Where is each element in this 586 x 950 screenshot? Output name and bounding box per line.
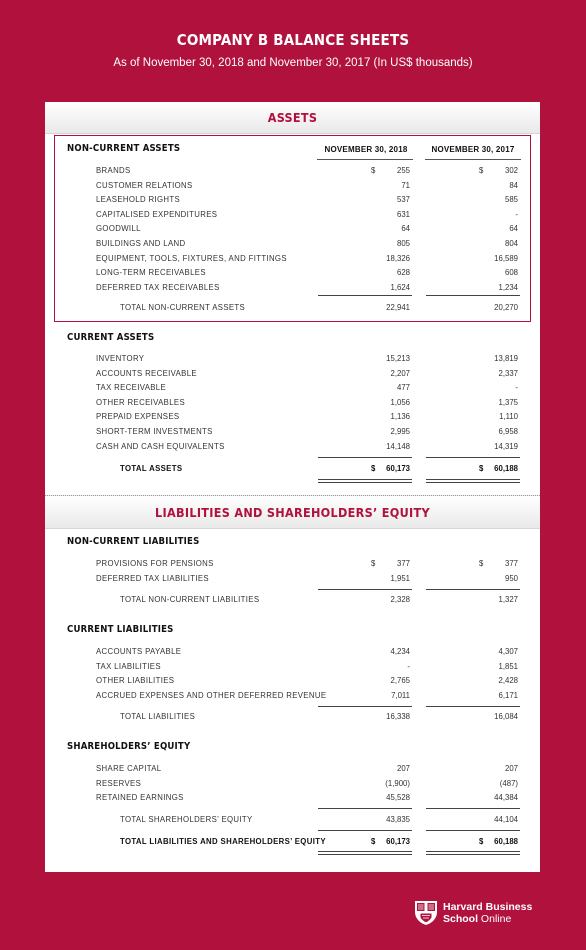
currency-symbol-2018: $ bbox=[371, 837, 376, 846]
row-label: PREPAID EXPENSES bbox=[96, 412, 180, 422]
row-label: TOTAL ASSETS bbox=[120, 464, 183, 473]
value-2017: 84 bbox=[509, 180, 518, 190]
row-label: RETAINED EARNINGS bbox=[96, 793, 184, 803]
liabilities-heading: LIABILITIES AND SHAREHOLDERS’ EQUITY bbox=[45, 495, 540, 529]
column-rule-2018 bbox=[317, 159, 413, 160]
value-2017: 2,428 bbox=[498, 676, 518, 686]
value-2017: 44,384 bbox=[494, 793, 518, 803]
value-2018: 628 bbox=[396, 268, 410, 278]
row-label: TAX RECEIVABLE bbox=[96, 383, 167, 393]
shareholders-equity-title: SHAREHOLDERS’ EQUITY bbox=[67, 741, 191, 752]
page-subtitle: As of November 30, 2018 and November 30, 2017 (In US$ thousands) bbox=[113, 57, 473, 69]
single-rule bbox=[318, 706, 412, 707]
value-2017: 1,110 bbox=[499, 412, 518, 422]
table-row bbox=[45, 793, 540, 806]
value-2018: 1,136 bbox=[390, 412, 410, 422]
single-rule bbox=[426, 830, 520, 831]
value-2017: 6,958 bbox=[498, 427, 518, 436]
row-label: CASH AND CASH EQUIVALENTS bbox=[96, 441, 225, 451]
value-2017: 16,589 bbox=[494, 253, 518, 263]
single-rule bbox=[426, 808, 520, 809]
currency-symbol-2018: $ bbox=[371, 464, 376, 473]
row-label: CUSTOMER RELATIONS bbox=[96, 180, 193, 190]
row-label: PROVISIONS FOR PENSIONS bbox=[96, 559, 214, 568]
row-label: TOTAL LIABILITIES AND SHAREHOLDERS’ EQUITY bbox=[120, 837, 326, 846]
total-assets-row bbox=[45, 464, 540, 477]
currency-symbol-2017: $ bbox=[479, 166, 484, 175]
table-row bbox=[45, 398, 540, 411]
value-2017: 4,307 bbox=[498, 647, 518, 656]
double-rule bbox=[318, 851, 412, 855]
grand-total-row bbox=[45, 837, 540, 850]
value-2018: 255 bbox=[396, 166, 410, 175]
row-label: TOTAL NON-CURRENT ASSETS bbox=[120, 303, 246, 312]
value-2018: 71 bbox=[401, 180, 410, 190]
column-header-2018: NOVEMBER 30, 2018 bbox=[324, 145, 408, 154]
table-row bbox=[45, 268, 540, 281]
value-2018: 631 bbox=[396, 209, 410, 219]
currency-symbol-2017: $ bbox=[479, 837, 484, 846]
value-2018: 7,011 bbox=[391, 690, 410, 700]
value-2018: 1,951 bbox=[390, 573, 410, 583]
value-2018: 2,765 bbox=[390, 676, 410, 686]
table-row bbox=[45, 427, 540, 440]
row-label: ACCOUNTS RECEIVABLE bbox=[96, 368, 197, 378]
table-row bbox=[45, 662, 540, 675]
single-rule bbox=[318, 808, 412, 809]
logo-school: School bbox=[443, 913, 479, 925]
value-2018: 2,995 bbox=[390, 427, 410, 436]
row-label: BUILDINGS AND LAND bbox=[96, 239, 186, 248]
value-2018: 16,338 bbox=[386, 712, 410, 721]
table-row bbox=[45, 442, 540, 455]
value-2018: 805 bbox=[396, 239, 410, 248]
assets-heading: ASSETS bbox=[45, 102, 540, 134]
value-2017: 1,375 bbox=[498, 397, 518, 407]
row-label: LEASEHOLD RIGHTS bbox=[96, 195, 181, 205]
table-row bbox=[45, 574, 540, 587]
double-rule bbox=[318, 479, 412, 483]
total-liabilities-row bbox=[45, 712, 540, 725]
value-2018: 4,234 bbox=[390, 647, 410, 656]
current-assets-title: CURRENT ASSETS bbox=[67, 332, 155, 343]
non-current-liabilities-title: NON-CURRENT LIABILITIES bbox=[67, 536, 200, 547]
value-2017: 16,084 bbox=[494, 712, 518, 721]
table-row bbox=[45, 239, 540, 252]
row-label: CAPITALISED EXPENDITURES bbox=[96, 209, 218, 219]
value-2017: 608 bbox=[504, 268, 518, 278]
table-row bbox=[45, 369, 540, 382]
value-2017: - bbox=[515, 209, 518, 219]
row-label: OTHER LIABILITIES bbox=[96, 676, 175, 686]
table-row bbox=[45, 195, 540, 208]
single-rule bbox=[426, 706, 520, 707]
currency-symbol-2017: $ bbox=[479, 464, 484, 473]
row-label: GOODWILL bbox=[96, 224, 141, 234]
value-2017: 44,104 bbox=[494, 815, 518, 824]
value-2018: 18,326 bbox=[386, 253, 410, 263]
row-label: SHARE CAPITAL bbox=[96, 764, 162, 773]
table-row bbox=[45, 210, 540, 223]
single-rule bbox=[318, 830, 412, 831]
table-row bbox=[45, 224, 540, 237]
page-title: COMPANY B BALANCE SHEETS bbox=[176, 31, 410, 49]
double-rule bbox=[426, 851, 520, 855]
value-2018: 2,207 bbox=[390, 368, 410, 378]
value-2017: 60,188 bbox=[494, 464, 518, 473]
row-label: BRANDS bbox=[96, 166, 131, 175]
value-2017: 1,327 bbox=[498, 595, 518, 604]
single-rule bbox=[426, 589, 520, 590]
row-label: ACCOUNTS PAYABLE bbox=[96, 647, 182, 656]
logo-line-2 bbox=[443, 913, 511, 925]
row-label: TOTAL SHAREHOLDERS’ EQUITY bbox=[120, 815, 253, 824]
table-row bbox=[45, 254, 540, 267]
value-2017: 804 bbox=[504, 239, 518, 248]
value-2018: 60,173 bbox=[386, 464, 410, 473]
table-row bbox=[45, 412, 540, 425]
value-2017: 14,319 bbox=[494, 441, 518, 451]
currency-symbol-2017: $ bbox=[479, 559, 484, 568]
row-label: TOTAL LIABILITIES bbox=[120, 712, 196, 721]
single-rule bbox=[318, 457, 412, 458]
value-2017: 1,234 bbox=[498, 282, 518, 292]
value-2018: 377 bbox=[396, 559, 410, 568]
row-label: DEFERRED TAX LIABILITIES bbox=[96, 573, 209, 583]
single-rule bbox=[426, 457, 520, 458]
current-liabilities-title: CURRENT LIABILITIES bbox=[67, 624, 174, 635]
value-2018: 14,148 bbox=[386, 441, 410, 451]
value-2017: 585 bbox=[504, 195, 518, 205]
total-non-current-liabilities-row bbox=[45, 595, 540, 608]
value-2018: (1,900) bbox=[385, 778, 410, 788]
table-row bbox=[45, 166, 540, 179]
value-2018: 22,941 bbox=[386, 303, 410, 312]
value-2017: 1,851 bbox=[498, 661, 518, 671]
value-2017: 2,337 bbox=[498, 368, 518, 378]
double-rule bbox=[426, 479, 520, 483]
value-2017: 377 bbox=[504, 559, 518, 568]
table-row bbox=[45, 283, 540, 296]
table-row bbox=[45, 764, 540, 777]
value-2017: (487) bbox=[499, 778, 518, 788]
value-2018: 60,173 bbox=[386, 837, 410, 846]
value-2017: - bbox=[515, 383, 518, 393]
value-2017: 60,188 bbox=[494, 837, 518, 846]
value-2017: 6,171 bbox=[498, 690, 518, 700]
table-row bbox=[45, 676, 540, 689]
table-row bbox=[45, 354, 540, 367]
value-2017: 950 bbox=[504, 573, 518, 583]
value-2018: 2,328 bbox=[390, 595, 410, 604]
currency-symbol-2018: $ bbox=[371, 166, 376, 175]
value-2018: 1,056 bbox=[390, 397, 410, 407]
single-rule bbox=[318, 589, 412, 590]
column-header-2017: NOVEMBER 30, 2017 bbox=[431, 145, 515, 154]
table-row bbox=[45, 559, 540, 572]
column-rule-2017 bbox=[425, 159, 521, 160]
value-2018: 537 bbox=[396, 195, 410, 205]
value-2018: 1,624 bbox=[390, 282, 410, 292]
row-label: TAX LIABILITIES bbox=[96, 661, 161, 671]
row-label: LONG-TERM RECEIVABLES bbox=[96, 268, 206, 278]
row-label: INVENTORY bbox=[96, 354, 145, 363]
row-label: RESERVES bbox=[96, 778, 142, 788]
value-2017: 64 bbox=[509, 224, 518, 234]
total-non-current-assets-row bbox=[45, 303, 540, 316]
row-label: SHORT-TERM INVESTMENTS bbox=[96, 427, 213, 436]
single-rule bbox=[426, 295, 520, 296]
table-row bbox=[45, 779, 540, 792]
value-2018: 43,835 bbox=[386, 815, 410, 824]
value-2018: 64 bbox=[401, 224, 410, 234]
table-row bbox=[45, 691, 540, 704]
hbs-online-logo bbox=[414, 900, 540, 926]
value-2017: 302 bbox=[504, 166, 518, 175]
balance-sheet-panel bbox=[45, 102, 540, 872]
total-shareholders-equity-row bbox=[45, 815, 540, 828]
value-2017: 207 bbox=[504, 764, 518, 773]
value-2017: 20,270 bbox=[494, 303, 518, 312]
value-2018: - bbox=[407, 661, 410, 671]
value-2017: 13,819 bbox=[494, 354, 518, 363]
table-row bbox=[45, 383, 540, 396]
value-2018: 207 bbox=[396, 764, 410, 773]
hbs-shield-icon bbox=[414, 900, 438, 926]
currency-symbol-2018: $ bbox=[371, 559, 376, 568]
logo-online: Online bbox=[478, 913, 512, 925]
value-2018: 15,213 bbox=[386, 354, 410, 363]
non-current-assets-title: NON-CURRENT ASSETS bbox=[67, 143, 181, 154]
table-row bbox=[45, 181, 540, 194]
row-label: ACCRUED EXPENSES AND OTHER DEFERRED REVENUE bbox=[96, 690, 327, 700]
row-label: DEFERRED TAX RECEIVABLES bbox=[96, 282, 220, 292]
single-rule bbox=[318, 295, 412, 296]
table-row bbox=[45, 647, 540, 660]
value-2018: 45,528 bbox=[386, 793, 410, 803]
row-label: TOTAL NON-CURRENT LIABILITIES bbox=[120, 595, 260, 604]
value-2018: 477 bbox=[396, 383, 410, 393]
row-label: OTHER RECEIVABLES bbox=[96, 397, 185, 407]
logo-line-1: Harvard Business bbox=[443, 901, 533, 913]
row-label: EQUIPMENT, TOOLS, FIXTURES, AND FITTINGS bbox=[96, 253, 287, 263]
